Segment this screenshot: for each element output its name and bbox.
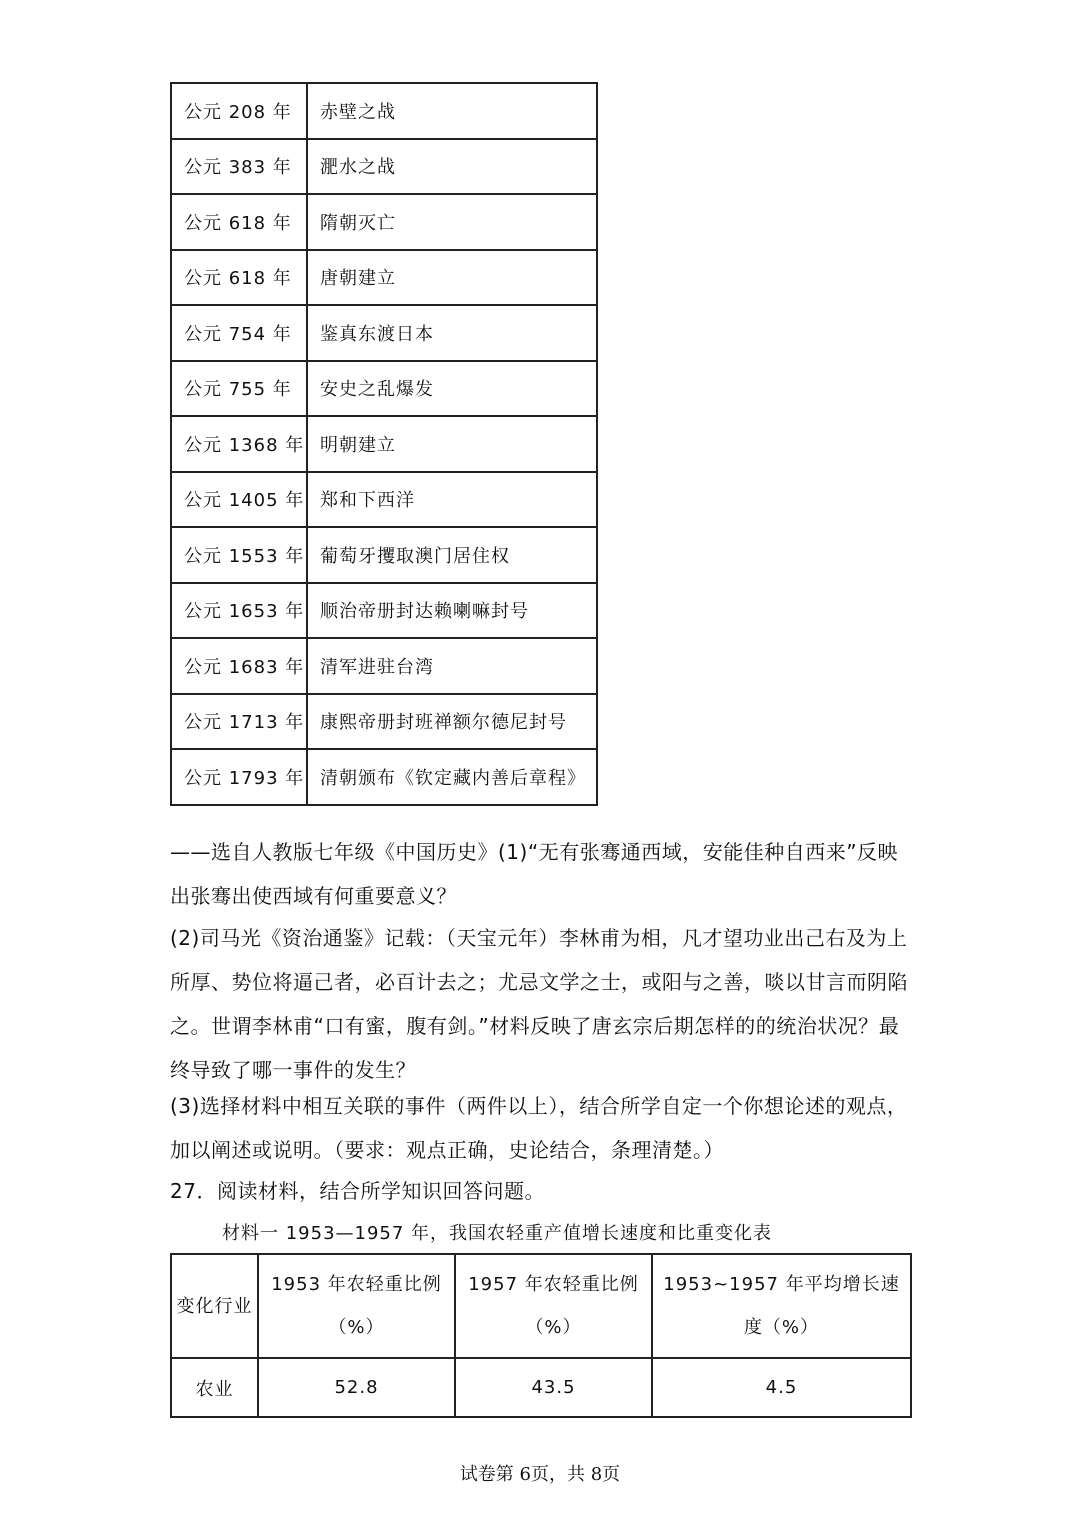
cell-1953-ratio: 52.8 xyxy=(258,1358,455,1417)
header-industry: 变化行业 xyxy=(171,1254,258,1358)
timeline-year: 公元 1683 年 xyxy=(171,638,307,694)
page-footer: 试卷第 6页，共 8页 xyxy=(459,1464,621,1485)
header-1953-ratio: 1953 年农轻重比例（%） xyxy=(258,1254,455,1358)
timeline-event: 清军进驻台湾 xyxy=(307,638,597,694)
timeline-year: 公元 754 年 xyxy=(171,305,307,361)
question-27: 27．阅读材料，结合所学知识回答问题。 xyxy=(170,1179,545,1203)
cell-avg-growth: 4.5 xyxy=(652,1358,911,1417)
timeline-row xyxy=(171,472,597,528)
timeline-row xyxy=(171,305,597,361)
timeline-year: 公元 1368 年 xyxy=(171,416,307,472)
timeline-row xyxy=(171,361,597,417)
timeline-year: 公元 1553 年 xyxy=(171,527,307,583)
timeline-year: 公元 1405 年 xyxy=(171,472,307,528)
growth-table-header-row xyxy=(171,1254,911,1358)
timeline-row xyxy=(171,583,597,639)
timeline-year: 公元 618 年 xyxy=(171,194,307,250)
question-2: (2)司马光《资治通鉴》记载：（天宝元年）李林甫为相，凡才望功业出己右及为上所厚、势位将逼己者，必百计去之；尤忌文学之士，或阳与之善，啖以甘言而阴陷之。世谓李林甫“口有蜜，腹有剑。”材料反映了唐玄宗后期怎样的的统治状况？最终导致了哪一事件的发生？ xyxy=(170,926,908,1082)
growth-table xyxy=(170,1253,912,1418)
timeline-row xyxy=(171,694,597,750)
timeline-event: 明朝建立 xyxy=(307,416,597,472)
header-avg-growth: 1953~1957 年平均增长速度（%） xyxy=(652,1254,911,1358)
timeline-event: 鉴真东渡日本 xyxy=(307,305,597,361)
timeline-event: 顺治帝册封达赖喇嘛封号 xyxy=(307,583,597,639)
table-row xyxy=(171,1358,911,1417)
timeline-row xyxy=(171,638,597,694)
timeline-row xyxy=(171,194,597,250)
timeline-row xyxy=(171,527,597,583)
timeline-event: 唐朝建立 xyxy=(307,250,597,306)
timeline-row xyxy=(171,250,597,306)
timeline-event: 赤壁之战 xyxy=(307,83,597,139)
timeline-event: 葡萄牙攫取澳门居住权 xyxy=(307,527,597,583)
timeline-year: 公元 1653 年 xyxy=(171,583,307,639)
question-3: (3)选择材料中相互关联的事件（两件以上），结合所学自定一个你想论述的观点，加以阐述或说明。（要求：观点正确，史论结合，条理清楚。） xyxy=(170,1094,908,1162)
table-caption: 材料一 1953—1957 年，我国农轻重产值增长速度和比重变化表 xyxy=(222,1223,773,1244)
timeline-row xyxy=(171,749,597,805)
timeline-year: 公元 618 年 xyxy=(171,250,307,306)
timeline-event: 康熙帝册封班禅额尔德尼封号 xyxy=(307,694,597,750)
timeline-event: 淝水之战 xyxy=(307,139,597,195)
timeline-year: 公元 383 年 xyxy=(171,139,307,195)
timeline-event: 郑和下西洋 xyxy=(307,472,597,528)
timeline-event: 隋朝灭亡 xyxy=(307,194,597,250)
cell-1957-ratio: 43.5 xyxy=(455,1358,652,1417)
timeline-year: 公元 1713 年 xyxy=(171,694,307,750)
timeline-year: 公元 755 年 xyxy=(171,361,307,417)
timeline-row xyxy=(171,416,597,472)
timeline-event: 清朝颁布《钦定藏内善后章程》 xyxy=(307,749,597,805)
timeline-event: 安史之乱爆发 xyxy=(307,361,597,417)
cell-industry: 农业 xyxy=(171,1358,258,1417)
timeline-year: 公元 1793 年 xyxy=(171,749,307,805)
timeline-row xyxy=(171,139,597,195)
timeline-table xyxy=(170,82,598,806)
question-1: ——选自人教版七年级《中国历史》(1)“无有张骞通西域，安能佳种自西来”反映出张骞出使西域有何重要意义？ xyxy=(170,840,899,908)
timeline-year: 公元 208 年 xyxy=(171,83,307,139)
header-1957-ratio: 1957 年农轻重比例（%） xyxy=(455,1254,652,1358)
timeline-row xyxy=(171,83,597,139)
